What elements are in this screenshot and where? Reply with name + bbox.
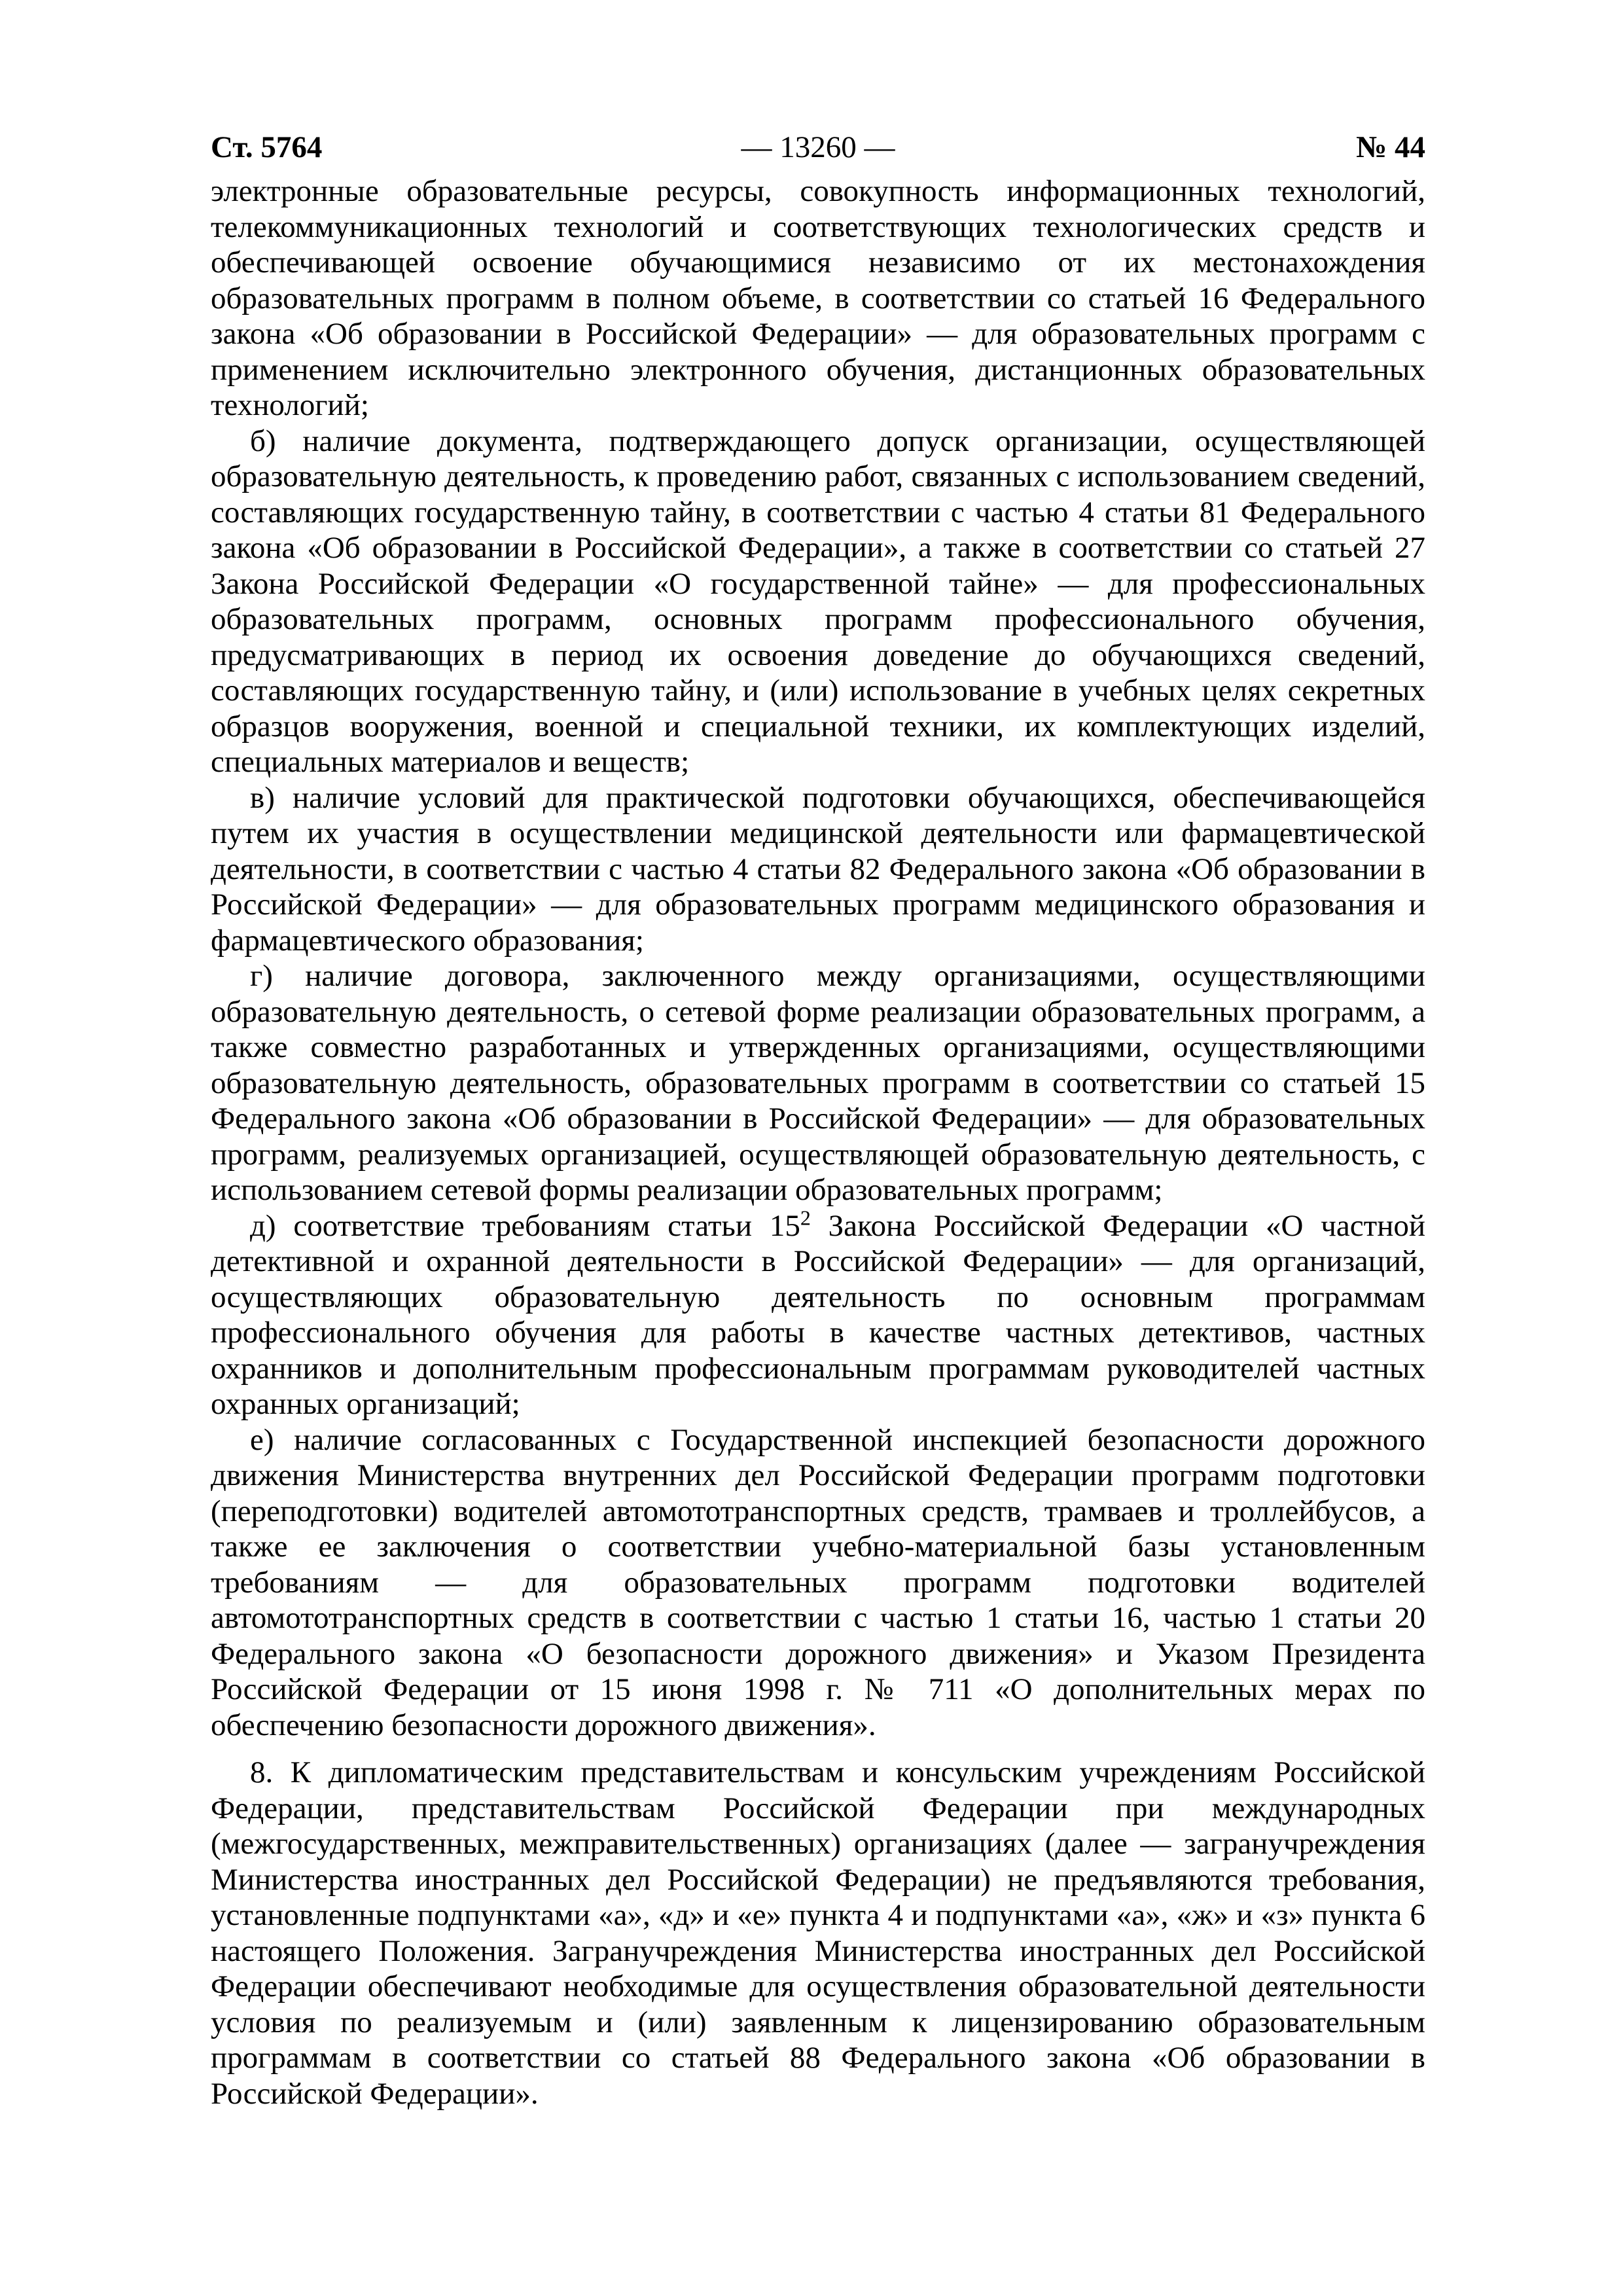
- article-number: Ст. 5764: [211, 130, 323, 164]
- paragraph-v: в) наличие условий для практической подготовки обучающихся, обеспечивающейся путем их участия в осуществлении медицинской деятельности или фармацевтической деятельности, в соответствии с частью 4 статьи 82 Федерального закона «Об образовании в Российской Федерации» — для образовательных программ медицинского образования и фармацевтического образования;: [211, 780, 1425, 958]
- paragraph-d-end: Закона Российской Федерации «О частной детективной и охранной деятельности в Российской Федерации» — для организаций, осуществляющих образовательную деятельность по основным программам профессионального обучения для работы в качестве частных детективов, частных охранников и дополнительным профессиональным программам руководителей частных охранных организаций;: [211, 1208, 1425, 1421]
- paragraph-e: е) наличие согласованных с Государственной инспекцией безопасности дорожного движения Министерства внутренних дел Российской Федерации программ подготовки (переподготовки) водителей автомототранспортных средств, трамваев и троллейбусов, а также ее заключения о соответствии учебно-материальной базы установленным требованиям — для образовательных программ подготовки водителей автомототранспортных средств в соответствии с частью 1 статьи 16, частью 1 статьи 20 Федерального закона «О безопасности дорожного движения» и Указом Президента Российской Федерации от 15 июня 1998 г. № 711 «О дополнительных мерах по обеспечению безопасности дорожного движения».: [211, 1422, 1425, 1742]
- paragraph-g: г) наличие договора, заключенного между организациями, осуществляющими образовательную деятельность, о сетевой форме реализации образовательных программ, а также совместно разработанных и утвержденных организациями, осуществляющими образовательную деятельность, образовательных программ в соответствии со статьей 15 Федерального закона «Об образовании в Российской Федерации» — для образовательных программ, реализуемых организацией, осуществляющей образовательную деятельность, с использованием сетевой формы реализации образовательных программ;: [211, 959, 1425, 1207]
- paragraph-b: б) наличие документа, подтверждающего допуск организации, осуществляющей образовательную деятельность, к проведению работ, связанных с использованием сведений, составляющих государственную тайну, в соответствии с частью 4 статьи 81 Федерального закона «Об образовании в Российской Федерации», а также в соответствии со статьей 27 Закона Российской Федерации «О государственной тайне» — для профессиональных образовательных программ, основных программ профессионального обучения, предусматривающих в период их освоения доведение до обучающихся сведений, составляющих государственную тайну, и (или) использование в учебных целях секретных образцов вооружения, военной и специальной техники, их комплектующих изделий, специальных материалов и веществ;: [211, 423, 1425, 779]
- page-header: [211, 128, 1425, 173]
- paragraph-d-start: д) соответствие требованиям статьи 15: [250, 1208, 800, 1243]
- document-body: [211, 173, 1425, 2111]
- page-number: — 13260 —: [741, 130, 895, 164]
- paragraph-continuation: электронные образовательные ресурсы, совокупность информационных технологий, телекоммуникационных технологий и соответствующих технологических средств и обеспечивающей освоение обучающимися независимо от их местонахождения образовательных программ в полном объеме, в соответствии со статьей 16 Федерального закона «Об образовании в Российской Федерации» — для образовательных программ с применением исключительно электронного обучения, дистанционных образовательных технологий;: [211, 174, 1425, 422]
- paragraph-8: 8. К дипломатическим представительствам и консульским учреждениям Российской Федерации, представительствам Российской Федерации при международных (межгосударственных, межправительственных) организациях (далее — загранучреждения Министерства иностранных дел Российской Федерации) не предъявляются требования, установленные подпунктами «а», «д» и «е» пункта 4 и подпунктами «а», «ж» и «з» пункта 6 настоящего Положения. Загранучреждения Министерства иностранных дел Российской Федерации обеспечивают необходимые для осуществления образовательной деятельности условия по реализуемым и (или) заявленным к лицензированию образовательным программам в соответствии со статьей 88 Федерального закона «Об образовании в Российской Федерации».: [211, 1755, 1425, 2111]
- document-page: [211, 128, 1425, 2111]
- issue-number: № 44: [1356, 130, 1425, 164]
- superscript-2: 2: [800, 1205, 811, 1229]
- paragraph-d: [211, 1205, 1425, 1422]
